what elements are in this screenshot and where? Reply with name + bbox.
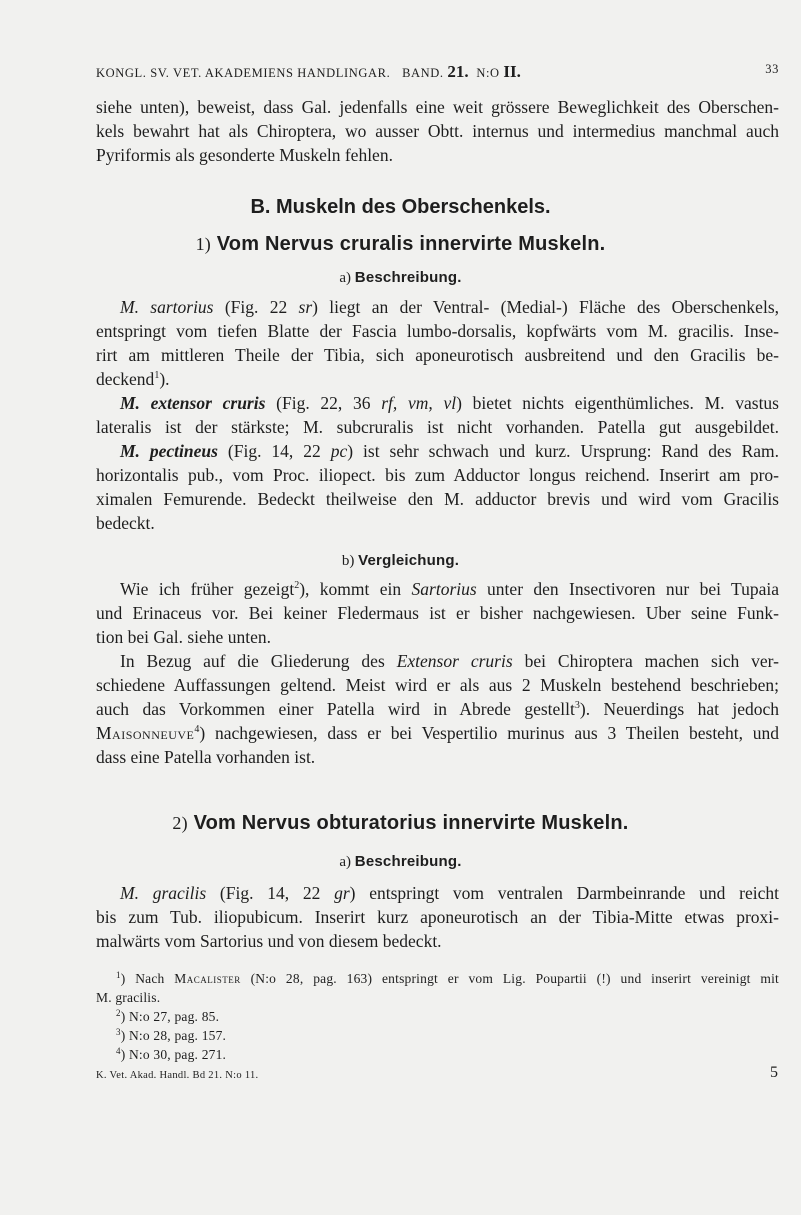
footer-citation: K. Vet. Akad. Handl. Bd 21. N:o 11. — [96, 1070, 259, 1081]
text-run: bei Chiroptera machen sich ver- — [512, 651, 779, 671]
subsection-1a-title: Beschreibung. — [354, 269, 462, 286]
footnote-marker: 4 — [116, 1046, 121, 1056]
vergleichung-p1-line-3: tion bei Gal. siehe unten. — [96, 627, 271, 647]
pectineus-line-1 — [120, 440, 779, 462]
subsection-1b-title: Vergleichung. — [358, 552, 460, 569]
fig-abbrev: rf, vm, vl — [381, 393, 457, 413]
fig-abbrev: gr — [334, 883, 350, 903]
footnote-3 — [116, 1027, 226, 1045]
footnote-ref: 4 — [194, 724, 200, 735]
text-run: ). — [159, 369, 170, 389]
extensor-line-1 — [120, 392, 779, 414]
footnote-marker: 1 — [116, 970, 121, 980]
sartorius-line-4 — [96, 368, 170, 390]
fig-abbrev: sr — [298, 297, 313, 317]
footnote-marker: 3 — [116, 1027, 121, 1037]
section-title: Muskeln des Oberschenkels. — [276, 196, 551, 218]
subsection-1-heading — [0, 233, 801, 256]
fig-ref-open: (Fig. 14, 22 — [219, 883, 335, 903]
vergleichung-p2-line-5: dass eine Patella vorhanden ist. — [96, 747, 316, 767]
gracilis-line-3: malwärts vom Sartorius und von diesem bedeckt. — [96, 931, 442, 951]
muscle-name-extensor: M. extensor cruris — [120, 393, 266, 413]
gracilis-line-2: bis zum Tub. iliopubicum. Inserirt kurz aponeurotisch an der Tibia-Mitte etwas proxi- — [96, 907, 779, 927]
text-run: (N:o 28, pag. 163) entspringt er vom Lig. Poupartii (!) und inserirt vereinigt mit — [240, 971, 779, 986]
vergleichung-p2-line-4 — [96, 722, 779, 744]
intro-line-3: Pyriformis als gesonderte Muskeln fehlen. — [96, 145, 393, 165]
gracilis-line-1 — [120, 882, 779, 904]
muscle-name-pectineus: M. pectineus — [120, 441, 218, 461]
text-run: ) N:o 28, pag. 157. — [120, 1028, 227, 1043]
fig-ref-open: (Fig. 22, 36 — [276, 393, 382, 413]
intro-line-1: siehe unten), beweist, dass Gal. jedenfalls eine weit grössere Beweglichkeit des Oberschen- — [96, 97, 779, 117]
text-run: In Bezug auf die Gliederung des — [120, 651, 397, 671]
text-run: ) liegt an der Ventral- (Medial-) Fläche des Oberschenkels, — [312, 297, 779, 317]
band-number: 21. — [447, 62, 469, 81]
text-run: ), kommt ein — [299, 579, 412, 599]
footnote-1-line-2: M. gracilis. — [96, 990, 161, 1005]
vergleichung-p2-line-1 — [120, 650, 779, 672]
text-run: ) ist sehr schwach und kurz. Ursprung: Rand des Ram. — [347, 441, 779, 461]
muscle-name-inline: Extensor cruris — [396, 651, 513, 671]
pectineus-line-2: horizontalis pub., vom Proc. iliopect. bis zum Adductor longus reichend. Inserirt am pro- — [96, 465, 779, 485]
subsection-1b-heading — [0, 552, 801, 570]
text-run: ) bietet nichts eigenthümliches. M. vastus — [456, 393, 779, 413]
vergleichung-p2-line-3 — [96, 698, 779, 720]
subsection-2a-heading — [0, 853, 801, 871]
footer-signature-number: 5 — [770, 1064, 778, 1081]
section-letter: B. — [250, 196, 271, 218]
vergleichung-p1-line-1 — [120, 578, 779, 600]
subsection-1b-marker: b) — [341, 553, 355, 569]
intro-line-2: kels bewahrt hat als Chiroptera, wo ausser Obtt. internus und intermedius manchmal auch — [96, 121, 779, 141]
subsection-2-heading — [0, 812, 801, 835]
pectineus-line-4: bedeckt. — [96, 513, 155, 533]
subsection-2-title: Vom Nervus obturatorius innervirte Muskeln. — [193, 812, 629, 834]
header-left — [96, 62, 521, 82]
vergleichung-p1-line-2: und Erinaceus vor. Bei keiner Fledermaus ist er bisher nachgewiesen. Uber seine Funk- — [96, 603, 779, 623]
muscle-name-inline: Sartorius — [411, 579, 477, 599]
text-run: unter den Insectivoren nur bei Tupaia — [476, 579, 780, 599]
running-title: KONGL. SV. VET. AKADEMIENS HANDLINGAR. — [96, 66, 391, 80]
author-name: Maisonneuve — [96, 723, 195, 743]
subsection-1-title: Vom Nervus cruralis innervirte Muskeln. — [216, 233, 606, 255]
footnote-2 — [116, 1008, 219, 1026]
page-number: 33 — [765, 62, 779, 76]
fig-abbrev: pc — [330, 441, 348, 461]
text-run: ). Neuerdings hat jedoch — [579, 699, 779, 719]
footnote-ref: 2 — [294, 580, 300, 591]
muscle-name-gracilis: M. gracilis — [120, 883, 207, 903]
section-heading — [0, 196, 801, 219]
text-run: ) N:o 30, pag. 271. — [120, 1047, 227, 1062]
footnote-ref: 3 — [574, 700, 580, 711]
subsection-1-number: 1) — [195, 234, 211, 254]
sartorius-line-1 — [120, 296, 779, 318]
footnote-marker: 2 — [116, 1008, 121, 1018]
band-label: BAND. — [402, 66, 444, 80]
sartorius-line-2: entspringt vom tiefen Blatte der Fascia lumbo-dorsalis, kopfwärts vom M. gracilis. Inse- — [96, 321, 779, 341]
footnote-4 — [116, 1046, 226, 1064]
fig-ref-open: (Fig. 14, 22 — [227, 441, 331, 461]
extensor-line-2: lateralis ist der stärkste; M. subcruralis ist nicht vorhanden. Patella gut ausgebildet. — [96, 417, 779, 437]
text-run: ) N:o 27, pag. 85. — [120, 1009, 220, 1024]
subsection-2a-marker: a) — [339, 854, 352, 870]
subsection-2a-title: Beschreibung. — [354, 853, 462, 870]
footnote-1 — [116, 970, 779, 988]
text-run: auch das Vorkommen einer Patella wird in Abrede gestellt — [96, 699, 575, 719]
subsection-2-number: 2) — [172, 813, 188, 833]
fig-ref-open: (Fig. 22 — [224, 297, 299, 317]
subsection-1a-heading — [0, 269, 801, 287]
footnote-ref: 1 — [154, 370, 160, 381]
pectineus-line-3: ximalen Femurende. Bedeckt theilweise den M. adductor brevis und wird vom Gracilis — [96, 489, 779, 509]
sartorius-line-3: rirt am mittleren Theile der Tibia, sich aponeurotisch ausbreitend und den Gracilis be- — [96, 345, 779, 365]
text-run: ) Nach — [120, 971, 175, 986]
muscle-name-sartorius: M. sartorius — [120, 297, 214, 317]
text-run: ) entspringt vom ventralen Darmbeinrande und reicht — [349, 883, 779, 903]
vergleichung-p2-line-2: schiedene Auffassungen geltend. Meist wird er als aus 2 Muskeln bestehend beschrieben; — [96, 675, 779, 695]
text-run: ) nachgewiesen, dass er bei Vespertilio murinus aus 3 Theilen besteht, und — [199, 723, 779, 743]
text-run: deckend — [96, 369, 155, 389]
no-label: N:O — [476, 66, 500, 80]
no-number: II. — [503, 62, 521, 81]
subsection-1a-marker: a) — [339, 270, 352, 286]
author-name: Macalister — [174, 971, 241, 986]
text-run: Wie ich früher gezeigt — [120, 579, 295, 599]
